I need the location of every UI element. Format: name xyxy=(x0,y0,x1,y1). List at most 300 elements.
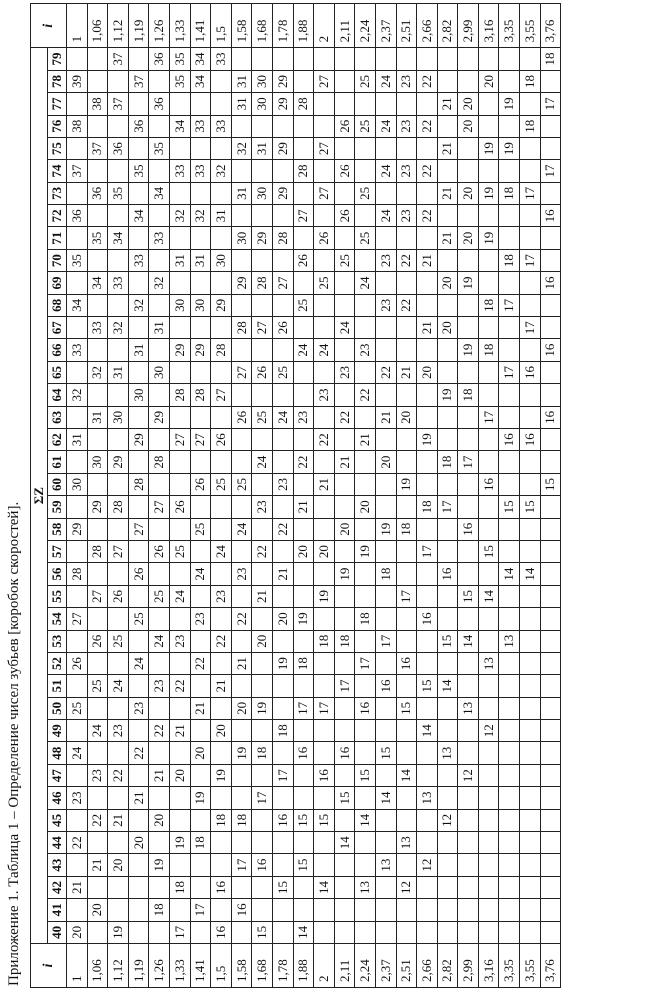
teeth-cell xyxy=(272,921,293,943)
teeth-cell: 22 xyxy=(211,630,232,652)
teeth-cell: 17 xyxy=(334,675,355,697)
teeth-cell: 34 xyxy=(190,70,211,92)
teeth-cell: 15 xyxy=(355,764,376,786)
teeth-cell xyxy=(149,518,170,540)
column-header: 78 xyxy=(48,70,67,92)
teeth-cell: 21 xyxy=(128,787,149,809)
teeth-cell xyxy=(252,160,273,182)
teeth-cell: 26 xyxy=(169,496,190,518)
teeth-cell xyxy=(169,697,190,719)
teeth-cell xyxy=(211,272,232,294)
teeth-cell xyxy=(314,899,335,921)
teeth-cell: 17 xyxy=(540,160,561,182)
teeth-cell xyxy=(231,115,252,137)
column-header: 49 xyxy=(48,720,67,742)
teeth-cell: 26 xyxy=(128,563,149,585)
teeth-cell: 16 xyxy=(375,675,396,697)
teeth-cell: 26 xyxy=(334,115,355,137)
teeth-cell: 31 xyxy=(169,249,190,271)
teeth-cell: 33 xyxy=(169,160,190,182)
teeth-cell xyxy=(231,585,252,607)
column-header: 44 xyxy=(48,832,67,854)
teeth-cell xyxy=(169,608,190,630)
teeth-cell: 24 xyxy=(108,675,129,697)
teeth-cell xyxy=(314,317,335,339)
teeth-cell: 22 xyxy=(314,429,335,451)
teeth-cell: 21 xyxy=(334,451,355,473)
teeth-cell: 20 xyxy=(478,70,499,92)
teeth-cell: 12 xyxy=(437,809,458,831)
teeth-cell: 30 xyxy=(67,473,88,495)
teeth-cell xyxy=(437,899,458,921)
teeth-cell xyxy=(169,652,190,674)
teeth-cell xyxy=(190,630,211,652)
teeth-cell: 20 xyxy=(108,854,129,876)
teeth-cell xyxy=(499,160,520,182)
teeth-cell xyxy=(540,115,561,137)
row-ratio-right: 2,99 xyxy=(458,4,479,48)
teeth-cell: 18 xyxy=(478,294,499,316)
teeth-cell: 24 xyxy=(355,272,376,294)
teeth-cell xyxy=(314,93,335,115)
row-ratio-right: 1,33 xyxy=(169,4,190,48)
row-ratio-left: 1,33 xyxy=(169,944,190,988)
teeth-cell xyxy=(437,787,458,809)
row-ratio-left: 1,06 xyxy=(87,944,108,988)
teeth-cell xyxy=(520,764,541,786)
teeth-cell xyxy=(128,496,149,518)
teeth-cell: 28 xyxy=(252,272,273,294)
teeth-cell: 33 xyxy=(128,249,149,271)
teeth-cell xyxy=(190,137,211,159)
teeth-cell xyxy=(458,361,479,383)
teeth-cell: 26 xyxy=(149,540,170,562)
teeth-cell xyxy=(355,361,376,383)
teeth-cell: 31 xyxy=(252,137,273,159)
teeth-cell: 16 xyxy=(417,608,438,630)
teeth-cell xyxy=(417,406,438,428)
teeth-cell: 25 xyxy=(190,518,211,540)
column-header: 72 xyxy=(48,205,67,227)
row-ratio-right: 1,12 xyxy=(108,4,129,48)
teeth-cell xyxy=(169,361,190,383)
teeth-cell: 20 xyxy=(396,406,417,428)
teeth-cell: 17 xyxy=(169,921,190,943)
teeth-cell xyxy=(437,115,458,137)
teeth-cell: 23 xyxy=(67,787,88,809)
teeth-cell xyxy=(375,764,396,786)
teeth-cell: 20 xyxy=(458,227,479,249)
teeth-cell xyxy=(355,854,376,876)
teeth-cell xyxy=(478,563,499,585)
teeth-cell: 15 xyxy=(375,742,396,764)
column-header: 68 xyxy=(48,294,67,316)
teeth-cell: 18 xyxy=(355,608,376,630)
teeth-cell: 28 xyxy=(169,384,190,406)
teeth-cell xyxy=(396,496,417,518)
teeth-cell: 34 xyxy=(169,115,190,137)
teeth-cell: 25 xyxy=(314,272,335,294)
table-row xyxy=(67,4,88,988)
teeth-cell xyxy=(252,608,273,630)
teeth-cell xyxy=(169,854,190,876)
teeth-cell xyxy=(231,876,252,898)
teeth-cell: 17 xyxy=(314,697,335,719)
teeth-cell: 32 xyxy=(169,205,190,227)
teeth-cell xyxy=(314,675,335,697)
teeth-cell xyxy=(540,742,561,764)
teeth-cell xyxy=(437,652,458,674)
teeth-cell: 19 xyxy=(334,563,355,585)
teeth-cell xyxy=(252,675,273,697)
teeth-cell xyxy=(149,832,170,854)
teeth-cell xyxy=(334,70,355,92)
teeth-cell xyxy=(128,809,149,831)
teeth-cell xyxy=(540,227,561,249)
teeth-cell: 16 xyxy=(499,429,520,451)
teeth-cell xyxy=(67,406,88,428)
teeth-cell xyxy=(458,899,479,921)
column-header: 74 xyxy=(48,160,67,182)
teeth-cell xyxy=(272,339,293,361)
teeth-cell xyxy=(314,832,335,854)
teeth-cell xyxy=(252,720,273,742)
teeth-cell xyxy=(272,854,293,876)
teeth-cell xyxy=(87,48,108,70)
teeth-cell xyxy=(478,249,499,271)
teeth-cell xyxy=(211,496,232,518)
teeth-cell: 24 xyxy=(87,720,108,742)
teeth-cell xyxy=(520,473,541,495)
teeth-cell: 13 xyxy=(355,876,376,898)
table-row xyxy=(272,4,293,988)
teeth-cell xyxy=(149,921,170,943)
teeth-cell: 19 xyxy=(499,93,520,115)
teeth-cell: 32 xyxy=(149,272,170,294)
teeth-cell xyxy=(437,361,458,383)
teeth-cell xyxy=(149,876,170,898)
teeth-cell: 16 xyxy=(478,473,499,495)
teeth-cell xyxy=(375,876,396,898)
table-row xyxy=(293,4,314,988)
teeth-cell xyxy=(458,742,479,764)
teeth-cell: 25 xyxy=(67,697,88,719)
teeth-cell: 26 xyxy=(211,429,232,451)
teeth-cell xyxy=(540,876,561,898)
teeth-cell xyxy=(190,182,211,204)
teeth-cell xyxy=(499,384,520,406)
teeth-cell: 14 xyxy=(458,630,479,652)
teeth-cell: 21 xyxy=(417,249,438,271)
teeth-cell xyxy=(149,697,170,719)
teeth-cell xyxy=(355,451,376,473)
teeth-cell: 27 xyxy=(211,384,232,406)
teeth-cell: 23 xyxy=(272,473,293,495)
teeth-cell: 15 xyxy=(417,675,438,697)
teeth-cell xyxy=(231,630,252,652)
teeth-cell xyxy=(128,406,149,428)
teeth-cell xyxy=(67,137,88,159)
teeth-cell xyxy=(540,630,561,652)
teeth-cell: 33 xyxy=(108,272,129,294)
teeth-cell xyxy=(293,675,314,697)
teeth-cell: 21 xyxy=(437,227,458,249)
teeth-cell xyxy=(375,899,396,921)
row-ratio-right: 2,82 xyxy=(437,4,458,48)
teeth-cell: 37 xyxy=(108,93,129,115)
teeth-cell xyxy=(128,451,149,473)
teeth-cell xyxy=(149,787,170,809)
teeth-cell xyxy=(458,876,479,898)
teeth-cell xyxy=(478,608,499,630)
column-header: 62 xyxy=(48,429,67,451)
teeth-cell: 12 xyxy=(396,876,417,898)
row-ratio-right: 3,76 xyxy=(540,4,561,48)
teeth-cell: 25 xyxy=(355,115,376,137)
teeth-cell xyxy=(252,384,273,406)
teeth-cell xyxy=(355,787,376,809)
teeth-cell xyxy=(478,518,499,540)
teeth-cell xyxy=(499,697,520,719)
teeth-cell: 12 xyxy=(478,720,499,742)
column-header: 46 xyxy=(48,787,67,809)
teeth-cell xyxy=(211,563,232,585)
teeth-cell: 25 xyxy=(87,675,108,697)
teeth-cell: 17 xyxy=(520,317,541,339)
teeth-cell xyxy=(458,608,479,630)
teeth-cell: 37 xyxy=(128,70,149,92)
teeth-cell xyxy=(149,70,170,92)
teeth-cell xyxy=(128,137,149,159)
teeth-cell xyxy=(334,809,355,831)
teeth-cell xyxy=(396,563,417,585)
teeth-cell xyxy=(355,675,376,697)
teeth-cell: 15 xyxy=(478,540,499,562)
teeth-cell xyxy=(417,451,438,473)
teeth-cell xyxy=(355,249,376,271)
teeth-cell xyxy=(499,115,520,137)
teeth-cell xyxy=(478,93,499,115)
teeth-cell xyxy=(67,272,88,294)
teeth-cell xyxy=(231,832,252,854)
teeth-cell xyxy=(67,540,88,562)
teeth-cell xyxy=(128,854,149,876)
teeth-cell: 28 xyxy=(272,227,293,249)
teeth-cell xyxy=(252,473,273,495)
teeth-cell: 36 xyxy=(149,48,170,70)
teeth-cell xyxy=(314,451,335,473)
teeth-cell xyxy=(314,496,335,518)
teeth-cell: 30 xyxy=(108,406,129,428)
teeth-cell xyxy=(417,227,438,249)
teeth-cell: 28 xyxy=(67,563,88,585)
teeth-cell: 34 xyxy=(190,48,211,70)
teeth-cell xyxy=(334,876,355,898)
teeth-cell xyxy=(190,93,211,115)
teeth-cell xyxy=(540,540,561,562)
teeth-cell xyxy=(211,697,232,719)
teeth-cell: 20 xyxy=(67,921,88,943)
teeth-cell: 18 xyxy=(272,720,293,742)
column-header: 40 xyxy=(48,921,67,943)
teeth-cell: 27 xyxy=(190,429,211,451)
teeth-cell xyxy=(314,787,335,809)
teeth-cell: 28 xyxy=(190,384,211,406)
teeth-cell: 26 xyxy=(272,317,293,339)
teeth-cell: 27 xyxy=(272,272,293,294)
table-row xyxy=(314,4,335,988)
teeth-cell xyxy=(169,563,190,585)
teeth-cell: 27 xyxy=(252,317,273,339)
teeth-cell xyxy=(540,585,561,607)
teeth-cell xyxy=(417,518,438,540)
teeth-cell xyxy=(190,764,211,786)
teeth-cell xyxy=(149,563,170,585)
teeth-cell: 23 xyxy=(375,249,396,271)
teeth-cell: 29 xyxy=(87,496,108,518)
teeth-cell xyxy=(499,205,520,227)
teeth-cell: 21 xyxy=(437,93,458,115)
table-row xyxy=(355,4,376,988)
teeth-cell: 23 xyxy=(108,720,129,742)
table-row xyxy=(499,4,520,988)
teeth-cell xyxy=(272,451,293,473)
teeth-cell: 22 xyxy=(87,809,108,831)
teeth-cell xyxy=(128,317,149,339)
teeth-cell: 14 xyxy=(355,809,376,831)
teeth-cell: 13 xyxy=(396,832,417,854)
teeth-cell: 28 xyxy=(231,317,252,339)
teeth-cell xyxy=(272,294,293,316)
teeth-cell xyxy=(149,294,170,316)
teeth-cell: 24 xyxy=(375,70,396,92)
teeth-cell xyxy=(293,70,314,92)
teeth-cell: 19 xyxy=(272,652,293,674)
teeth-cell xyxy=(437,720,458,742)
teeth-cell: 37 xyxy=(108,48,129,70)
teeth-cell xyxy=(231,48,252,70)
teeth-cell xyxy=(417,742,438,764)
teeth-cell xyxy=(272,115,293,137)
teeth-cell xyxy=(355,48,376,70)
teeth-cell xyxy=(87,70,108,92)
table-row xyxy=(211,4,232,988)
teeth-cell: 18 xyxy=(437,451,458,473)
teeth-cell: 18 xyxy=(314,630,335,652)
teeth-cell: 34 xyxy=(128,205,149,227)
teeth-cell: 25 xyxy=(272,361,293,383)
teeth-cell xyxy=(540,832,561,854)
teeth-cell xyxy=(293,876,314,898)
teeth-cell xyxy=(108,294,129,316)
teeth-cell xyxy=(67,227,88,249)
teeth-cell: 15 xyxy=(396,697,417,719)
teeth-cell xyxy=(375,339,396,361)
teeth-cell xyxy=(499,473,520,495)
teeth-cell xyxy=(396,137,417,159)
teeth-cell: 17 xyxy=(417,540,438,562)
teeth-cell: 18 xyxy=(396,518,417,540)
teeth-cell xyxy=(375,272,396,294)
teeth-cell: 15 xyxy=(252,921,273,943)
teeth-cell xyxy=(169,518,190,540)
teeth-cell xyxy=(540,764,561,786)
teeth-cell: 30 xyxy=(169,294,190,316)
teeth-cell: 21 xyxy=(211,675,232,697)
teeth-cell xyxy=(87,608,108,630)
teeth-cell: 13 xyxy=(417,787,438,809)
column-header: 67 xyxy=(48,317,67,339)
teeth-cell: 32 xyxy=(190,205,211,227)
row-ratio-left: 2,51 xyxy=(396,944,417,988)
column-header: 50 xyxy=(48,697,67,719)
teeth-cell xyxy=(128,720,149,742)
teeth-cell: 24 xyxy=(149,630,170,652)
teeth-cell: 23 xyxy=(396,115,417,137)
teeth-cell: 19 xyxy=(417,429,438,451)
teeth-cell: 24 xyxy=(375,205,396,227)
teeth-cell xyxy=(67,496,88,518)
teeth-cell xyxy=(520,205,541,227)
teeth-cell xyxy=(417,764,438,786)
teeth-cell: 22 xyxy=(190,652,211,674)
teeth-cell: 16 xyxy=(211,921,232,943)
teeth-cell xyxy=(417,652,438,674)
teeth-cell: 23 xyxy=(231,563,252,585)
teeth-cell xyxy=(190,854,211,876)
teeth-cell xyxy=(355,832,376,854)
teeth-cell: 34 xyxy=(87,272,108,294)
teeth-cell xyxy=(396,451,417,473)
teeth-cell xyxy=(128,876,149,898)
teeth-cell: 14 xyxy=(499,563,520,585)
teeth-cell xyxy=(499,406,520,428)
teeth-cell: 17 xyxy=(355,652,376,674)
teeth-cell: 22 xyxy=(417,70,438,92)
teeth-cell: 22 xyxy=(417,160,438,182)
sum-z-header: ΣZ xyxy=(31,48,48,944)
teeth-cell xyxy=(540,249,561,271)
teeth-cell xyxy=(169,742,190,764)
teeth-cell: 15 xyxy=(272,876,293,898)
teeth-cell xyxy=(293,563,314,585)
teeth-cell: 34 xyxy=(149,182,170,204)
teeth-cell xyxy=(520,630,541,652)
teeth-cell xyxy=(314,742,335,764)
teeth-cell: 20 xyxy=(458,115,479,137)
teeth-cell: 20 xyxy=(314,540,335,562)
teeth-cell xyxy=(375,429,396,451)
teeth-cell xyxy=(67,809,88,831)
teeth-cell xyxy=(190,317,211,339)
teeth-cell xyxy=(272,585,293,607)
teeth-cell xyxy=(190,675,211,697)
teeth-cell: 25 xyxy=(169,540,190,562)
teeth-cell xyxy=(211,317,232,339)
teeth-cell xyxy=(499,518,520,540)
teeth-cell: 29 xyxy=(231,272,252,294)
teeth-cell: 22 xyxy=(272,518,293,540)
teeth-cell xyxy=(272,160,293,182)
teeth-cell xyxy=(252,48,273,70)
teeth-cell: 14 xyxy=(375,787,396,809)
teeth-cell: 23 xyxy=(396,70,417,92)
teeth-cell xyxy=(437,608,458,630)
teeth-cell xyxy=(437,764,458,786)
teeth-cell xyxy=(252,294,273,316)
teeth-cell xyxy=(128,227,149,249)
table-caption: Приложение 1. Таблица 1 – Определение чисел зубьев [коробок скоростей]. xyxy=(6,501,22,986)
